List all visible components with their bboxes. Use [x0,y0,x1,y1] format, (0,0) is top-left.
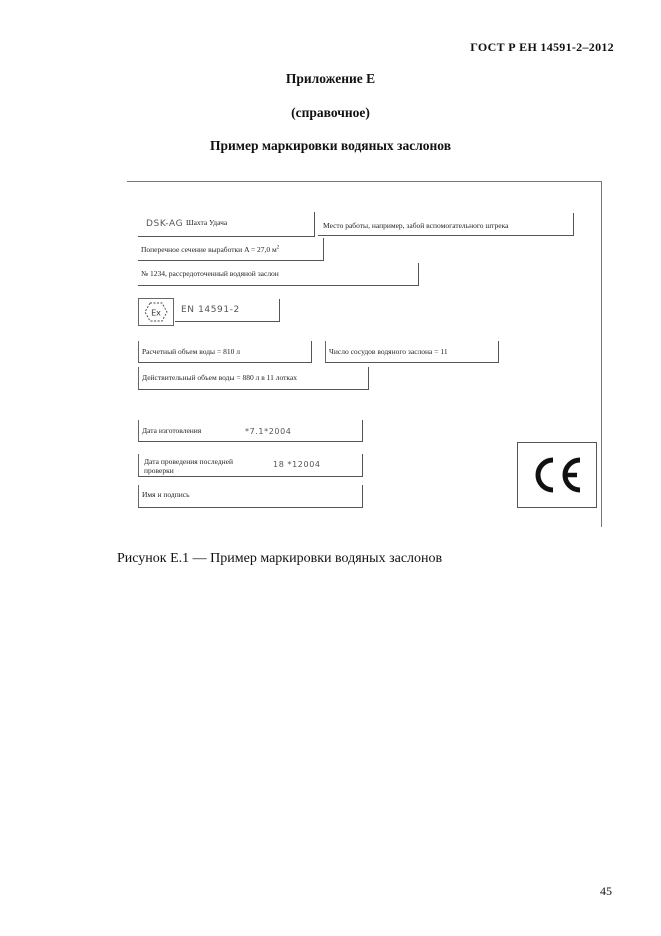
appendix-title: Приложение Е [285,71,376,86]
cross-section-text: Поперечное сечение выработки A = 27,0 $м^2$ [141,245,280,254]
appendix-heading: Пример маркировки водяных заслонов [209,138,452,153]
ex-mark-box [138,298,174,326]
inspection-date-box [138,454,363,477]
cross-section-box [138,238,324,261]
standard-mark-box [175,299,280,322]
mine-box [138,212,315,237]
ce-mark-box [517,442,597,508]
actual-volume-text: Действительный объем воды = 880 л в 11 лотках [142,373,298,382]
inspection-date-value: 18 *12004 [273,460,321,469]
barrier-id-box [138,263,419,286]
ex-hexagon-icon [144,302,168,322]
ce-mark-icon [518,443,596,507]
vessel-count-text: Число сосудов водяного заслона = 11 [329,347,448,356]
manufacture-date-value: *7.1*2004 [245,427,292,436]
actual-volume-box [138,367,369,390]
signature-box [138,485,363,508]
barrier-id-text: № 1234, рассредоточенный водяной заслон [141,269,279,278]
signature-label: Имя и подпись [142,490,190,499]
standard-mark: EN 14591-2 [181,305,240,315]
design-volume-box [138,341,312,363]
standard-header: ГОСТ Р ЕН 14591-2–2012 [470,40,614,54]
manufacture-date-box [138,420,363,442]
vessel-count-box [325,341,499,363]
workplace-box [318,213,574,236]
appendix-subtitle: (справочное) [291,105,370,120]
design-volume-text: Расчетный объем воды = 810 л [142,347,240,356]
manufacture-date-label: Дата изготовления [142,426,202,435]
manufacturer-code: DSK-AG [146,219,184,229]
mine-name: Шахта Удача [186,218,228,227]
page-number: 45 [600,884,612,898]
inspection-date-label: Дата проведения последней проверки [144,457,233,475]
figure-caption: Рисунок Е.1 — Пример маркировки водяных заслонов [117,551,443,566]
svg-text:Ex: Ex [151,308,161,318]
workplace-text: Место работы, например, забой вспомогательного штрека [323,221,509,230]
